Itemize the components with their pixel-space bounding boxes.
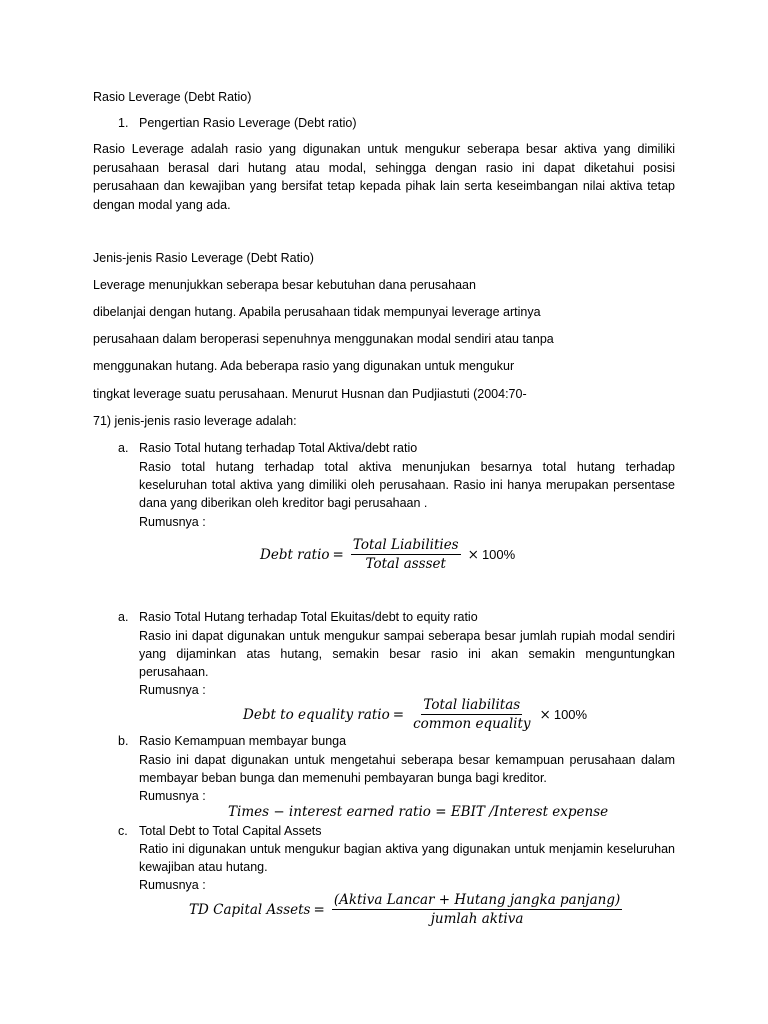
formula-label: Rumusnya : xyxy=(139,789,206,803)
list-item-heading: Total Debt to Total Capital Assets xyxy=(139,824,322,838)
formula-debt-ratio xyxy=(260,537,515,572)
list-marker: a. xyxy=(118,610,129,624)
list-marker: a. xyxy=(118,441,129,455)
section2-line: menggunakan hutang. Ada beberapa rasio yang digunakan untuk mengukur xyxy=(93,359,515,373)
formula-equals: = xyxy=(313,901,325,918)
list-marker: c. xyxy=(118,824,128,838)
formula-factor: 100% xyxy=(481,546,516,562)
list-item-heading: Rasio Total hutang terhadap Total Aktiva/debt ratio xyxy=(139,441,418,455)
formula-denominator: common equality xyxy=(413,716,531,732)
formula-numerator: (Aktiva Lancar + Hutang jangka panjang) xyxy=(333,892,621,908)
list-item-body: Ratio ini digunakan untuk mengukur bagian aktiva yang digunakan untuk menjamin keseluruhan kewajiban atau hutang. xyxy=(139,842,675,874)
section2-line: 71) jenis-jenis rasio leverage adalah: xyxy=(93,414,297,428)
list-item-body: Rasio ini dapat digunakan untuk mengukur sampai seberapa besar jumlah rupiah modal sendiri yang dijaminkan atas hutang, semakin besar rasio ini akan semakin menguntungkan perusahaan. xyxy=(139,629,675,679)
section2-line: perusahaan dalam beroperasi sepenuhnya menggunakan modal sendiri atau tanpa xyxy=(93,332,554,346)
section1-paragraph: Rasio Leverage adalah rasio yang digunakan untuk mengukur seberapa besar aktiva yang dimiliki perusahaan berasal dari hutang atau modal, sehingga dengan rasio ini dapat diketahui posisi perusahaan dan kewajiban yang bersifat tetap kepada pihak lain serta keseimbangan nilai aktiva tetap dengan modal yang ada. xyxy=(93,142,675,212)
formula-td-capital-assets xyxy=(189,892,626,927)
formula-text: Times − interest earned ratio = EBIT /Interest expense xyxy=(228,804,609,820)
formula-equals: = xyxy=(332,546,344,563)
section1-heading: Pengertian Rasio Leverage (Debt ratio) xyxy=(139,116,357,130)
formula-times: × xyxy=(467,546,479,563)
list-item-heading: Rasio Kemampuan membayar bunga xyxy=(139,734,347,748)
section2-line: Leverage menunjukkan seberapa besar kebutuhan dana perusahaan xyxy=(93,278,476,292)
section2-line: tingkat leverage suatu perusahaan. Menurut Husnan dan Pudjiastuti (2004:70- xyxy=(93,387,527,401)
formula-times-interest xyxy=(228,803,608,821)
list-item-body: Rasio ini dapat digunakan untuk mengetahui seberapa besar kemampuan perusahaan dalam membayar beban bunga dan memenuhi pembayaran bunga bagi kreditor. xyxy=(139,753,675,785)
formula-lhs: Debt to equality ratio xyxy=(243,706,390,723)
formula-fraction xyxy=(351,537,461,572)
section2-heading: Jenis-jenis Rasio Leverage (Debt Ratio) xyxy=(93,251,314,265)
formula-fraction xyxy=(411,697,532,732)
formula-lhs: Debt ratio xyxy=(260,546,330,563)
formula-denominator: Total assset xyxy=(365,556,446,572)
formula-lhs: TD Capital Assets xyxy=(189,901,311,918)
section1-number: 1. xyxy=(118,116,129,130)
document-title: Rasio Leverage (Debt Ratio) xyxy=(93,90,252,104)
list-item-body: Rasio total hutang terhadap total aktiva menunjukan besarnya total hutang terhadap keseluruhan total aktiva yang dimiliki oleh perusahaan. Rasio ini hanya merupakan persentase dana yang diberikan oleh kreditor bagi perusahaan . xyxy=(139,460,675,510)
formula-numerator: Total liabilitas xyxy=(423,697,521,713)
formula-label: Rumusnya : xyxy=(139,878,206,892)
formula-denominator: jumlah aktiva xyxy=(430,911,524,927)
list-item-heading: Rasio Total Hutang terhadap Total Ekuitas/debt to equity ratio xyxy=(139,610,478,624)
formula-factor: 100% xyxy=(553,706,588,722)
formula-equals: = xyxy=(392,706,405,723)
section2-line: dibelanjai dengan hutang. Apabila perusahaan tidak mempunyai leverage artinya xyxy=(93,305,541,319)
list-marker: b. xyxy=(118,734,129,748)
formula-label: Rumusnya : xyxy=(139,683,206,697)
formula-times: × xyxy=(539,706,551,723)
formula-label: Rumusnya : xyxy=(139,515,206,529)
formula-debt-to-equity xyxy=(243,697,587,732)
formula-numerator: Total Liabilities xyxy=(352,537,459,553)
formula-fraction xyxy=(332,892,622,927)
